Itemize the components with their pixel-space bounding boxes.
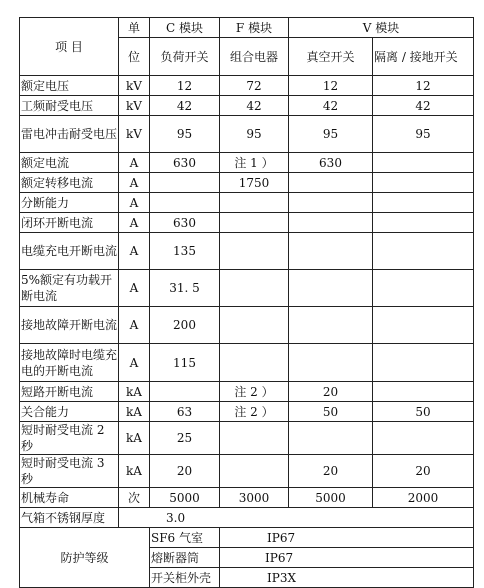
row-item: 工频耐受电压 <box>20 96 119 116</box>
cell-c: 115 <box>150 344 220 382</box>
cell-v-vacuum: 42 <box>289 96 373 116</box>
protection-part: 开关柜外壳 <box>150 568 220 588</box>
row-unit: kA <box>119 455 150 488</box>
cell-c: 25 <box>150 422 220 455</box>
row-unit: A <box>119 173 150 193</box>
cell-c: 5000 <box>150 488 220 508</box>
table-row <box>20 96 474 116</box>
protection-ip: IP67 <box>220 528 474 548</box>
row-unit: A <box>119 213 150 233</box>
row-item: 短时耐受电流 2 秒 <box>20 422 119 455</box>
cell-v-isolator: 2000 <box>373 488 474 508</box>
tank-row <box>20 508 474 528</box>
protection-label: 防护等级 <box>20 528 150 588</box>
row-unit: A <box>119 193 150 213</box>
row-unit: A <box>119 233 150 270</box>
cell-f <box>220 344 289 382</box>
cell-c: 20 <box>150 455 220 488</box>
cell-v-vacuum <box>289 193 373 213</box>
cell-f <box>220 193 289 213</box>
cell-f <box>220 422 289 455</box>
cell-c <box>150 193 220 213</box>
cell-c: 95 <box>150 116 220 153</box>
cell-f: 72 <box>220 76 289 96</box>
cell-v-vacuum: 50 <box>289 402 373 422</box>
cell-c: 42 <box>150 96 220 116</box>
cell-c: 63 <box>150 402 220 422</box>
cell-v-isolator <box>373 153 474 173</box>
cell-f: 3000 <box>220 488 289 508</box>
row-item: 雷电冲击耐受电压 <box>20 116 119 153</box>
row-unit: kV <box>119 96 150 116</box>
cell-c: 12 <box>150 76 220 96</box>
row-item: 电缆充电开断电流 <box>20 233 119 270</box>
table-row <box>20 344 474 382</box>
cell-c <box>150 173 220 193</box>
header-module-c: C 模块 <box>150 18 220 38</box>
row-item: 接地故障时电缆充电的开断电流 <box>20 344 119 382</box>
cell-c: 200 <box>150 307 220 344</box>
row-unit: kA <box>119 422 150 455</box>
row-item: 短路开断电流 <box>20 382 119 402</box>
header-unit-top: 单 <box>119 18 150 38</box>
cell-v-vacuum <box>289 270 373 307</box>
cell-v-isolator <box>373 422 474 455</box>
cell-v-isolator <box>373 307 474 344</box>
cell-v-vacuum <box>289 422 373 455</box>
row-item: 短时耐受电流 3 秒 <box>20 455 119 488</box>
protection-part: 熔断器筒 <box>150 548 220 568</box>
cell-f: 注 1 ） <box>220 153 289 173</box>
row-unit: kV <box>119 76 150 96</box>
table-row <box>20 116 474 153</box>
table-row <box>20 193 474 213</box>
row-unit: A <box>119 153 150 173</box>
protection-row <box>20 528 474 548</box>
header-sub-v-vacuum: 真空开关 <box>289 38 373 76</box>
tank-item: 气箱不锈钢厚度 <box>20 508 119 528</box>
row-unit: kV <box>119 116 150 153</box>
table-row <box>20 233 474 270</box>
header-sub-v-isolator: 隔离 / 接地开关 <box>373 38 474 76</box>
row-item: 5%额定有功载开断电流 <box>20 270 119 307</box>
cell-f <box>220 213 289 233</box>
cell-v-isolator: 95 <box>373 116 474 153</box>
cell-v-vacuum <box>289 233 373 270</box>
cell-f <box>220 270 289 307</box>
cell-v-isolator: 50 <box>373 402 474 422</box>
cell-f: 42 <box>220 96 289 116</box>
header-sub-f: 组合电器 <box>220 38 289 76</box>
cell-f <box>220 455 289 488</box>
cell-c <box>150 382 220 402</box>
cell-c: 135 <box>150 233 220 270</box>
row-item: 额定转移电流 <box>20 173 119 193</box>
row-item: 机械寿命 <box>20 488 119 508</box>
cell-v-isolator <box>373 344 474 382</box>
cell-v-isolator <box>373 213 474 233</box>
row-item: 分断能力 <box>20 193 119 213</box>
header-module-v: V 模块 <box>289 18 474 38</box>
cell-v-vacuum: 95 <box>289 116 373 153</box>
row-unit: A <box>119 307 150 344</box>
row-unit: A <box>119 344 150 382</box>
cell-f: 95 <box>220 116 289 153</box>
cell-f: 1750 <box>220 173 289 193</box>
table-row <box>20 307 474 344</box>
cell-v-vacuum: 5000 <box>289 488 373 508</box>
cell-c: 630 <box>150 213 220 233</box>
table-row <box>20 422 474 455</box>
cell-f: 注 2 ） <box>220 402 289 422</box>
cell-v-vacuum: 20 <box>289 382 373 402</box>
cell-f <box>220 233 289 270</box>
row-unit: kA <box>119 382 150 402</box>
row-item: 闭环开断电流 <box>20 213 119 233</box>
header-unit-bottom: 位 <box>119 38 150 76</box>
table-row <box>20 270 474 307</box>
cell-v-isolator <box>373 173 474 193</box>
row-unit: kA <box>119 402 150 422</box>
table-row <box>20 402 474 422</box>
row-unit: 次 <box>119 488 150 508</box>
header-item: 项 目 <box>20 18 119 76</box>
cell-v-vacuum <box>289 213 373 233</box>
tank-value: 3.0 <box>119 508 474 528</box>
cell-v-vacuum <box>289 307 373 344</box>
cell-v-vacuum: 630 <box>289 153 373 173</box>
cell-v-vacuum <box>289 344 373 382</box>
cell-c: 31. 5 <box>150 270 220 307</box>
table-row <box>20 153 474 173</box>
cell-v-isolator <box>373 382 474 402</box>
cell-v-vacuum: 20 <box>289 455 373 488</box>
table-row <box>20 76 474 96</box>
cell-v-isolator <box>373 270 474 307</box>
header-sub-c: 负荷开关 <box>150 38 220 76</box>
cell-v-isolator <box>373 193 474 213</box>
cell-v-isolator: 12 <box>373 76 474 96</box>
protection-ip: IP67 <box>220 548 474 568</box>
table-row <box>20 455 474 488</box>
row-item: 额定电压 <box>20 76 119 96</box>
row-item: 关合能力 <box>20 402 119 422</box>
cell-c: 630 <box>150 153 220 173</box>
header-module-f: F 模块 <box>220 18 289 38</box>
table-row <box>20 213 474 233</box>
protection-part: SF6 气室 <box>150 528 220 548</box>
table-row <box>20 488 474 508</box>
cell-f <box>220 307 289 344</box>
cell-v-isolator <box>373 233 474 270</box>
cell-v-vacuum: 12 <box>289 76 373 96</box>
table-row <box>20 173 474 193</box>
cell-v-vacuum <box>289 173 373 193</box>
spec-table <box>19 17 474 588</box>
row-item: 额定电流 <box>20 153 119 173</box>
row-unit: A <box>119 270 150 307</box>
cell-v-isolator: 42 <box>373 96 474 116</box>
cell-f: 注 2 ） <box>220 382 289 402</box>
table-row <box>20 382 474 402</box>
row-item: 接地故障开断电流 <box>20 307 119 344</box>
protection-ip: IP3X <box>220 568 474 588</box>
cell-v-isolator: 20 <box>373 455 474 488</box>
